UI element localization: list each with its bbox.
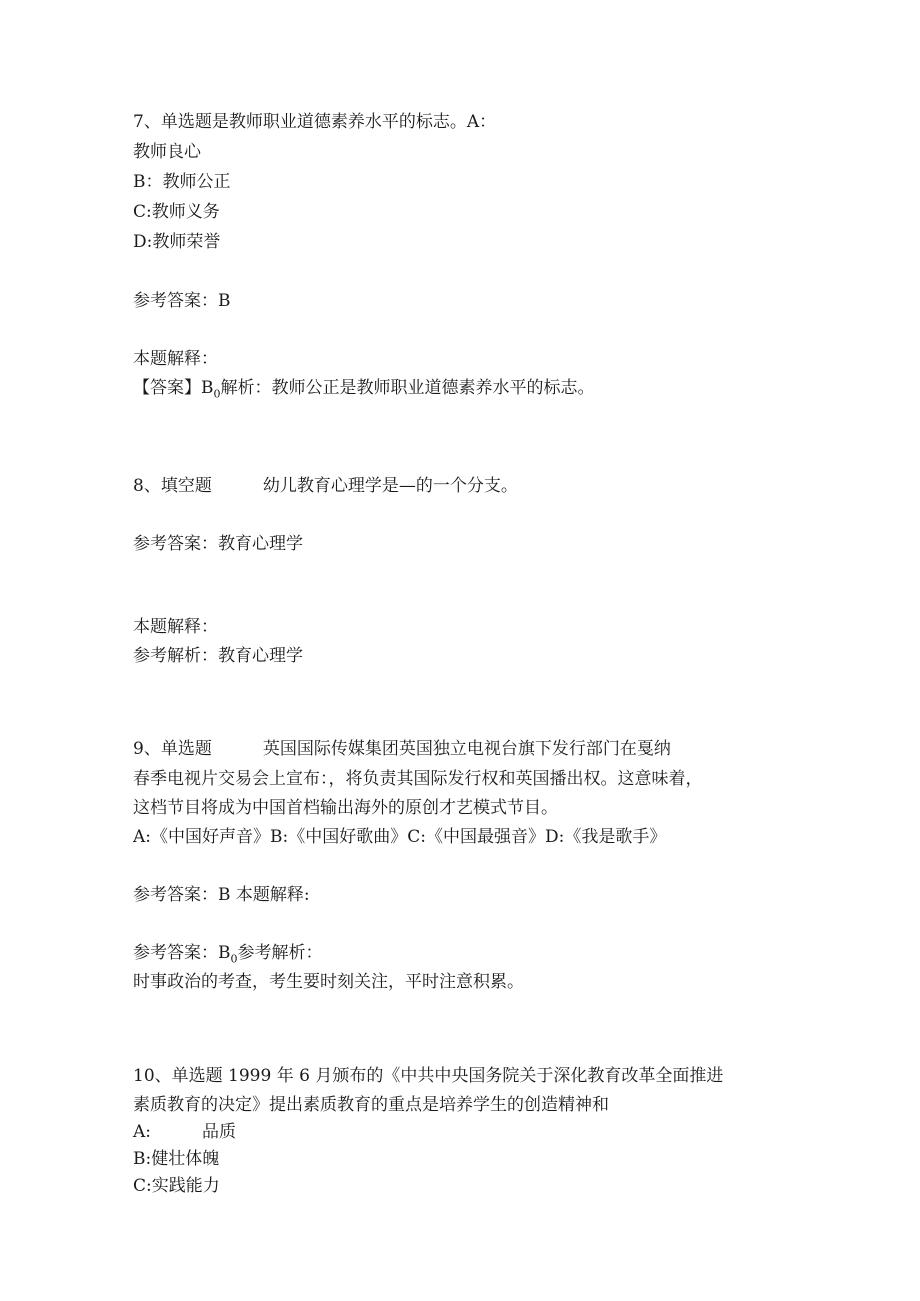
- question-7-option-c: C:教师义务: [133, 202, 220, 222]
- question-7-answer: 参考答案：B: [133, 291, 231, 311]
- question-7-explain-label: 本题解释：: [133, 349, 218, 369]
- question-10-option-b: B:健壮体魄: [133, 1149, 220, 1169]
- question-10-stem-line-1: 10、单选题 1999 年 6 月颁布的《中共中央国务院关于深化教育改革全面推进: [133, 1066, 724, 1086]
- question-10-option-c: C:实践能力: [133, 1176, 220, 1196]
- question-10-option-a: A: 品质: [133, 1122, 237, 1142]
- question-7-option-a: 教师良心: [133, 142, 201, 162]
- question-7-stem: 7、单选题是教师职业道德素养水平的标志。A：: [133, 112, 497, 132]
- question-7-explain-prefix: 【答案】B: [133, 378, 214, 398]
- question-7-explain-sub: 0: [213, 387, 221, 401]
- question-9-explanation: 时事政治的考查，考生要时刻关注，平时注意积累。: [133, 972, 524, 992]
- question-9-answer-2-prefix: 参考答案：B: [133, 943, 231, 963]
- question-9-options: A:《中国好声音》B:《中国好歌曲》C:《中国最强音》D:《我是歌手》: [133, 827, 667, 847]
- question-9-answer-2-text: 参考解析：: [237, 943, 323, 963]
- question-9-stem-line-2: 春季电视片交易会上宣布：，将负责其国际发行权和英国播出权。这意味着，: [133, 769, 703, 789]
- question-7-option-b: B：教师公正: [133, 172, 231, 192]
- question-9-answer: 参考答案：B 本题解释:: [133, 885, 310, 905]
- question-8-answer: 参考答案：教育心理学: [133, 534, 303, 554]
- question-7-option-d: D:教师荣誉: [133, 232, 221, 252]
- question-8-explain-label: 本题解释：: [133, 617, 218, 637]
- question-7-explanation: [133, 376, 595, 406]
- question-8-explanation: 参考解析：教育心理学: [133, 646, 303, 666]
- question-9-answer-2-sub: 0: [230, 952, 238, 966]
- question-7-explain-text: 解析：教师公正是教师职业道德素养水平的标志。: [220, 378, 595, 398]
- question-9-stem-line-1: 9、单选题 英国国际传媒集团英国独立电视台旗下发行部门在戛纳: [133, 739, 671, 759]
- question-10-stem-line-2: 素质教育的决定》提出素质教育的重点是培养学生的创造精神和: [133, 1095, 609, 1115]
- question-8-stem: 8、填空题 幼儿教育心理学是—的一个分支。: [133, 476, 518, 496]
- question-9-answer-2: [133, 941, 323, 971]
- question-9-stem-line-3: 这档节目将成为中国首档输出海外的原创才艺模式节目。: [133, 798, 558, 818]
